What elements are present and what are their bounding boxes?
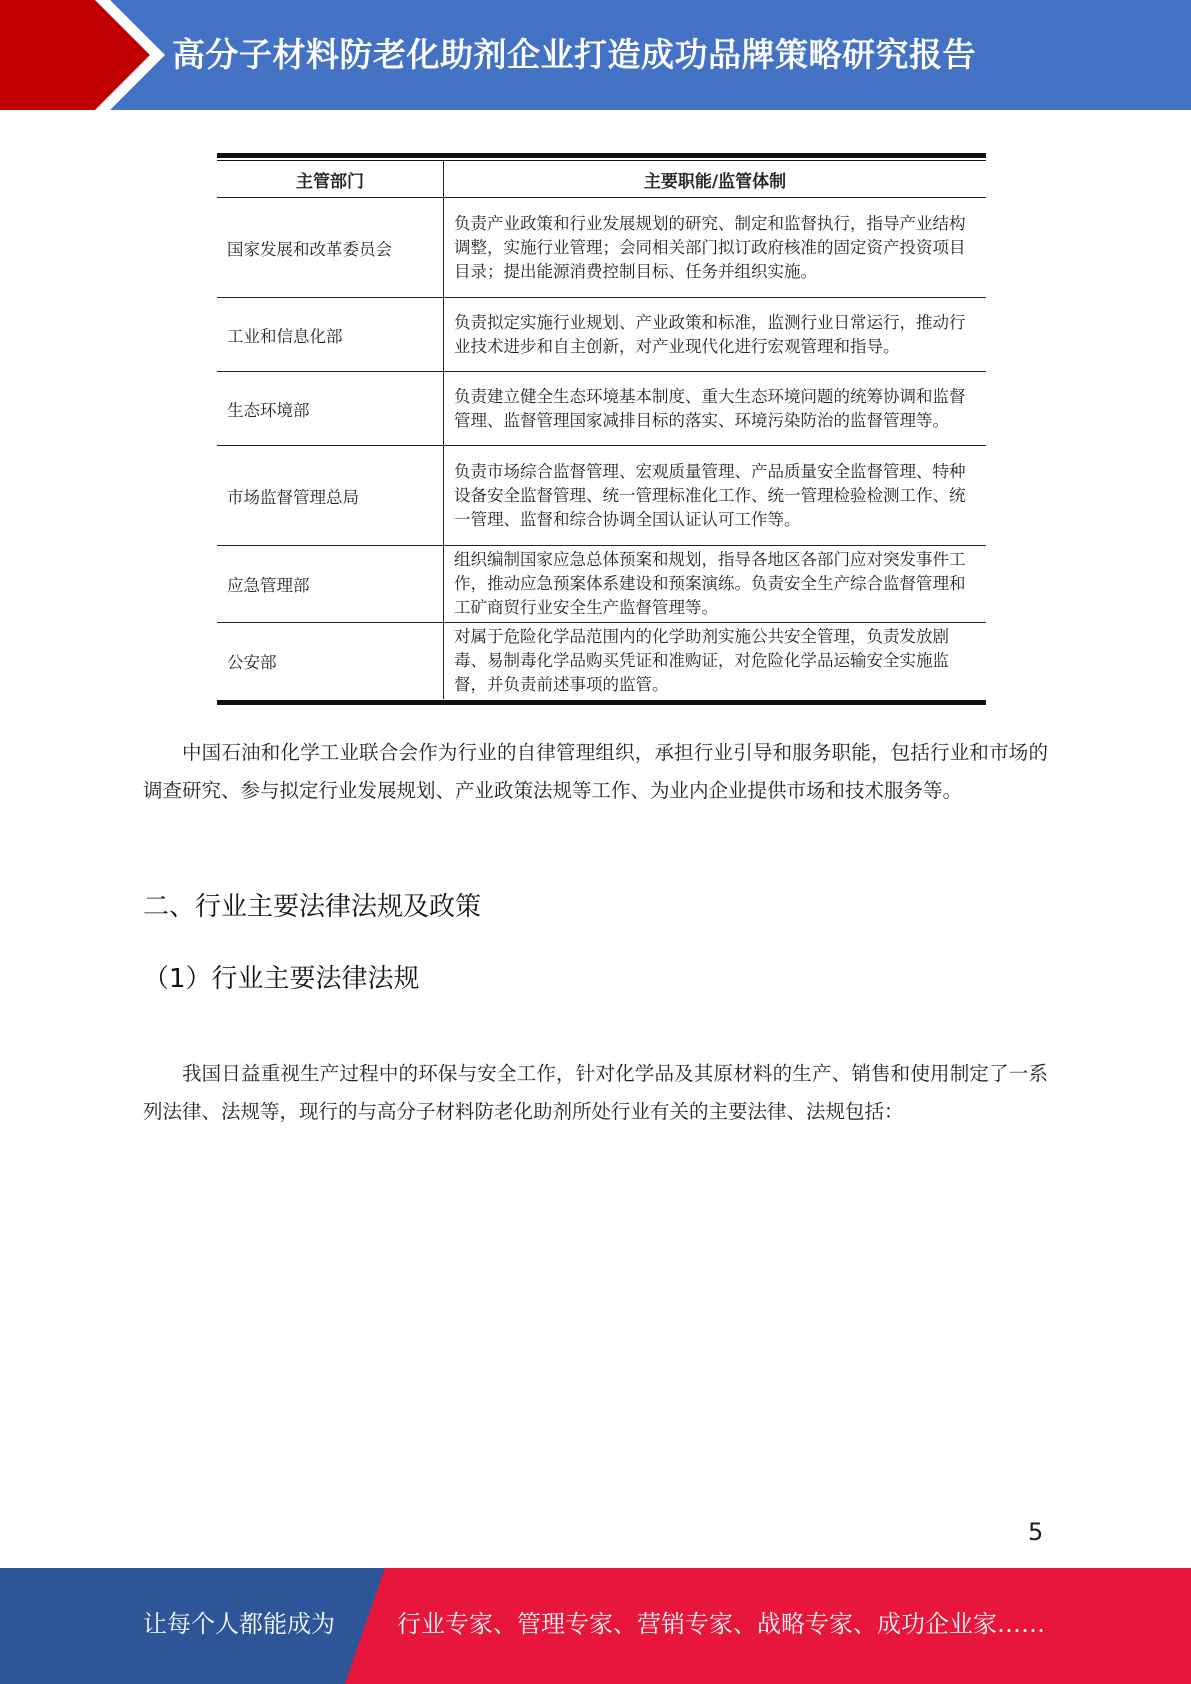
report-title: 高分子材料防老化助剂企业打造成功品牌策略研究报告: [172, 35, 976, 74]
duty-cell: 负责建立健全生态环境基本制度、重大生态环境问题的统筹协调和监督管理、监督管理国家减排目标的落实、环境污染防治的监督管理等。: [444, 372, 987, 446]
footer-slogan-right: 行业专家、管理专家、营销专家、战略专家、成功企业家……: [397, 1610, 1045, 1638]
footer-slogan-left: 让每个人都能成为: [143, 1610, 335, 1638]
regulator-table-grid: [217, 161, 986, 699]
duty-cell: 对属于危险化学品范围内的化学助剂实施公共安全管理，负责发放剧毒、易制毒化学品购买凭证和准购证，对危险化学品运输安全实施监督，并负责前述事项的监管。: [454, 627, 949, 694]
paragraph-laws-intro: 我国日益重视生产过程中的环保与安全工作，针对化学品及其原材料的生产、销售和使用制定了一系列法律、法规等，现行的与高分子材料防老化助剂所处行业有关的主要法律、法规包括：: [143, 1062, 1048, 1123]
duty-cell: 负责拟定实施行业规划、产业政策和标准，监测行业日常运行，推动行业技术进步和自主创新，对产业现代化进行宏观管理和指导。: [444, 298, 987, 372]
table-row: [217, 546, 986, 623]
page-number: 5: [1028, 1518, 1044, 1546]
table-header-row: [217, 161, 986, 198]
duty-cell: 负责产业政策和行业发展规划的研究、制定和监督执行，指导产业结构调整，实施行业管理；会同相关部门拟订政府核准的固定资产投资项目目录；提出能源消费控制目标、任务并组织实施。: [444, 198, 987, 298]
subsection-heading: （1）行业主要法律法规: [143, 964, 420, 994]
header-dept: 主管部门: [217, 161, 444, 198]
paragraph-association: 中国石油和化学工业联合会作为行业的自律管理组织，承担行业引导和服务职能，包括行业和市场的调查研究、参与拟定行业发展规划、产业政策法规等工作、为业内企业提供市场和技术服务等。: [143, 741, 1048, 802]
dept-cell: 工业和信息化部: [217, 298, 444, 372]
table-row: [217, 198, 986, 298]
table-row: [217, 372, 986, 446]
table-row: [217, 298, 986, 372]
duty-cell: 组织编制国家应急总体预案和规划，指导各地区各部门应对突发事件工作，推动应急预案体系建设和预案演练。负责安全生产综合监督管理和工矿商贸行业安全生产监督管理等。: [444, 546, 987, 623]
dept-cell: 应急管理部: [217, 546, 444, 623]
dept-cell: 公安部: [217, 623, 444, 700]
duty-cell: 负责市场综合监督管理、宏观质量管理、产品质量安全监督管理、特种设备安全监督管理、统一管理标准化工作、统一管理检验检测工作、统一管理、监督和综合协调全国认证认可工作等。: [444, 446, 987, 546]
table-row: [217, 446, 986, 546]
section-heading: 二、行业主要法律法规及政策: [143, 892, 482, 922]
regulator-table: [217, 153, 986, 705]
dept-cell: 市场监督管理总局: [217, 446, 444, 546]
page-header: [0, 0, 1191, 110]
dept-cell: 生态环境部: [217, 372, 444, 446]
page-footer: [0, 1568, 1191, 1684]
table-row: [217, 623, 986, 700]
header-duty: 主要职能/监管体制: [444, 161, 987, 198]
table-bottom-rule: [217, 700, 986, 705]
table-top-rule: [217, 153, 986, 158]
dept-cell: 国家发展和改革委员会: [217, 198, 444, 298]
